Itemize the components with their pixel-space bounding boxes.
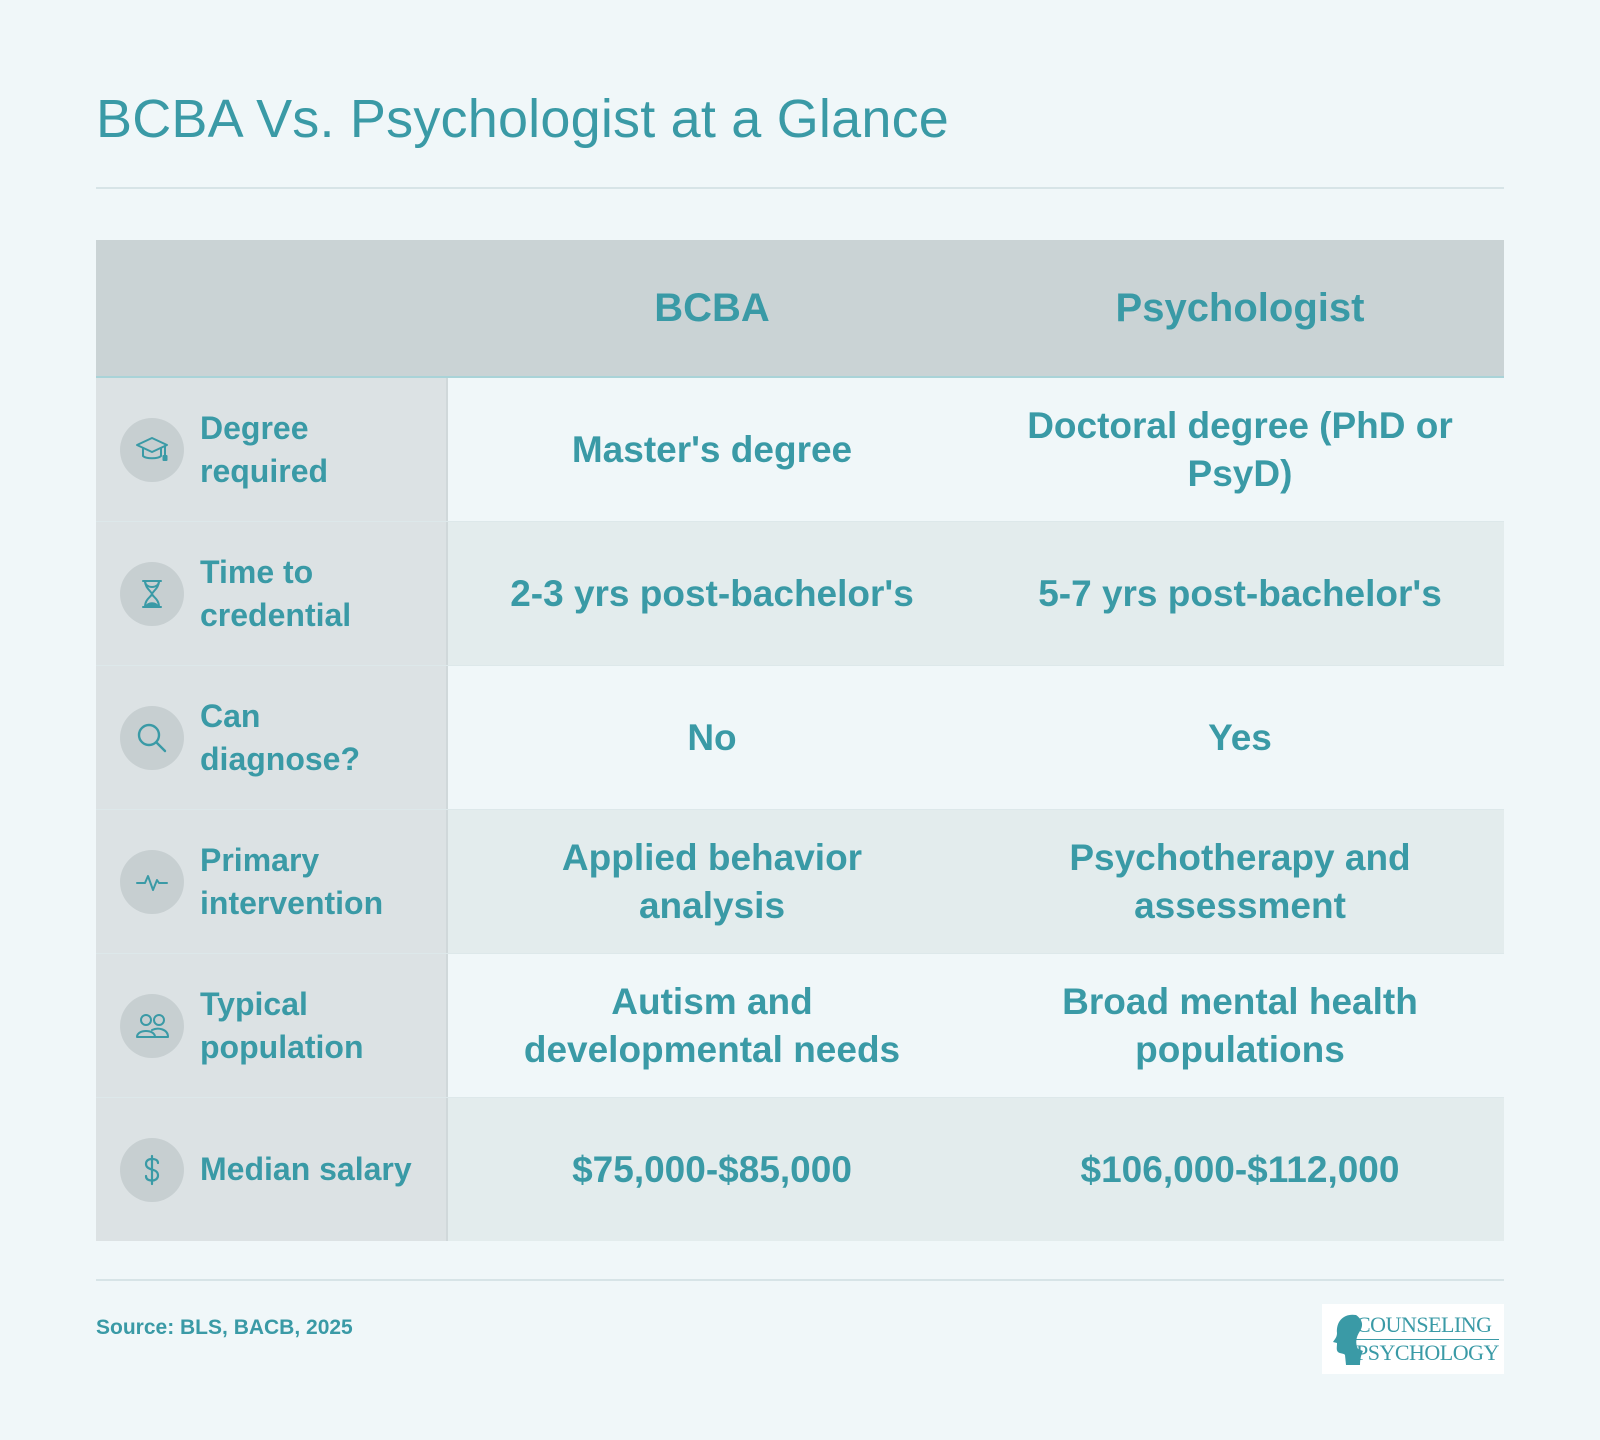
bcba-value: Applied behavior analysis	[448, 810, 976, 953]
psychologist-value: Psychotherapy and assessment	[976, 810, 1504, 953]
row-label: Median salary	[200, 1151, 412, 1187]
row-label-cell	[96, 666, 448, 809]
bcba-value: Master's degree	[448, 378, 976, 521]
footer-divider	[96, 1279, 1504, 1281]
row-label: Typical population	[200, 985, 364, 1065]
psychologist-value: $106,000-$112,000	[976, 1098, 1504, 1241]
pulse-icon	[120, 850, 184, 914]
row-label-cell	[96, 954, 448, 1097]
source-note: Source: BLS, BACB, 2025	[96, 1316, 353, 1339]
column-header-psychologist: Psychologist	[1115, 285, 1365, 330]
hourglass-icon	[120, 562, 184, 626]
page-title: BCBA Vs. Psychologist at a Glance	[96, 89, 950, 149]
bcba-value: $75,000-$85,000	[448, 1098, 976, 1241]
logo-line-2: PSYCHOLOGY	[1356, 1340, 1499, 1365]
psychologist-value: Yes	[976, 666, 1504, 809]
psychologist-value: Doctoral degree (PhD or PsyD)	[976, 378, 1504, 521]
bcba-value: No	[448, 666, 976, 809]
psychologist-value: Broad mental health populations	[976, 954, 1504, 1097]
people-icon	[120, 994, 184, 1058]
magnifier-icon	[120, 706, 184, 770]
psychologist-value: 5-7 yrs post-bachelor's	[976, 522, 1504, 665]
graduation-cap-icon	[120, 418, 184, 482]
table-header	[96, 240, 1504, 378]
row-label-cell	[96, 378, 448, 521]
row-label-cell	[96, 810, 448, 953]
table-row	[96, 666, 1504, 810]
row-label: Degree required	[200, 409, 329, 489]
table-row	[96, 522, 1504, 666]
counseling-psychology-logo	[1322, 1304, 1504, 1374]
table-row	[96, 954, 1504, 1098]
table-row	[96, 1098, 1504, 1241]
row-label-cell	[96, 522, 448, 665]
row-label: Time to credential	[200, 553, 352, 633]
comparison-table	[96, 240, 1504, 1241]
dollar-icon	[120, 1138, 184, 1202]
row-label: Can diagnose?	[200, 697, 361, 777]
bcba-value: Autism and developmental needs	[448, 954, 976, 1097]
row-label: Primary intervention	[200, 841, 384, 921]
bcba-value: 2-3 yrs post-bachelor's	[448, 522, 976, 665]
table-row	[96, 378, 1504, 522]
logo-line-1: COUNSELING	[1356, 1312, 1499, 1340]
title-divider	[96, 187, 1504, 189]
row-label-cell	[96, 1098, 448, 1241]
table-row	[96, 810, 1504, 954]
column-header-bcba: BCBA	[654, 285, 770, 330]
